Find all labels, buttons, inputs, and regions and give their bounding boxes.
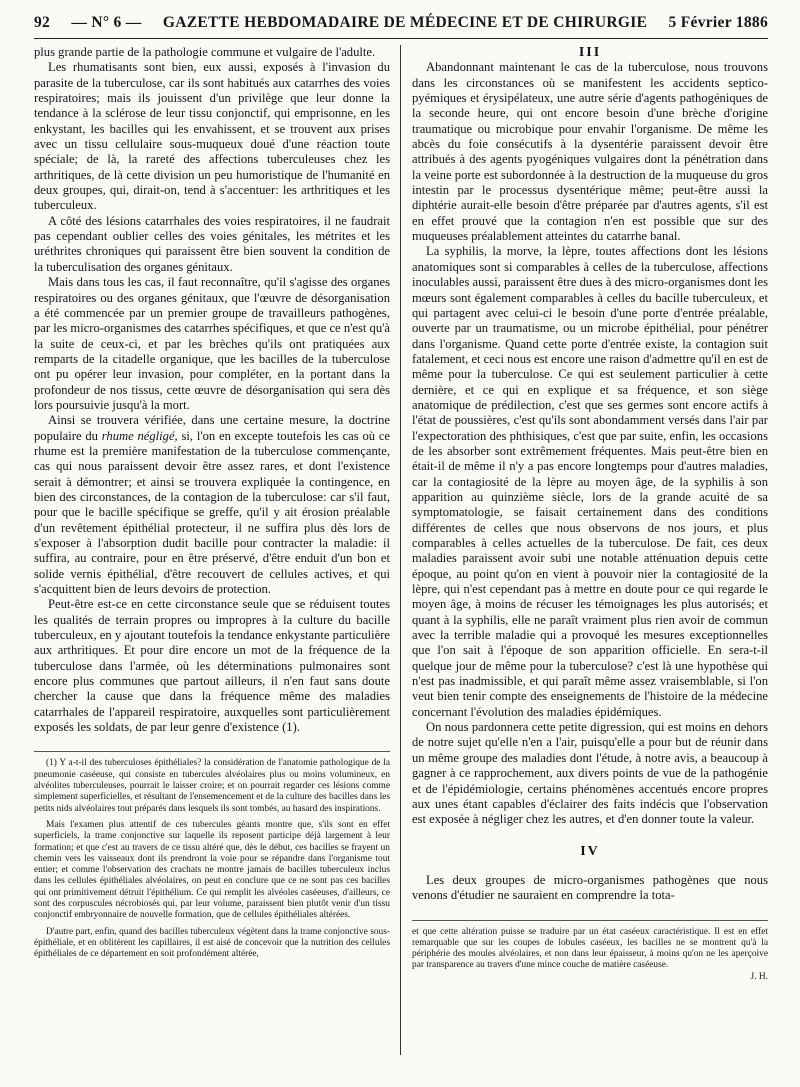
- footnote-paragraph: et que cette altération puisse se traduire par un état caséeux caractéristique. Il est en effet remarquable que sur les coupes de lobules caséeux, les bacilles ne se montrent qu'à la périphérie des moules alvéolaires, et non dans leur épaisseur, à moins qu'on ne les aperçoive par transparence au travers d'une mince couche de matière caséeuse.: [412, 926, 768, 971]
- footnote-rule: [412, 920, 768, 921]
- paragraph: Peut-être est-ce en cette circonstance seule que se réduisent toutes les qualités de terrain propres ou impropres à la culture du bacille tuberculeux, en y ajoutant toutefois la tendance enkystante particulière aux arthritiques. Et pour dire encore un mot de la fréquence de la tuberculose dans l'armée, où les déterminations pulmonaires sont encore plus communes que partout ailleurs, il n'en faut sans doute chercher la cause que dans la fréquence même des maladies catarrhales de l'appareil respiratoire, auxquelles sont particulièrement exposés les soldats, de par leur genre d'existence (1).: [34, 597, 390, 735]
- right-column: [412, 45, 768, 983]
- column-divider: [400, 45, 401, 1055]
- left-column: [34, 45, 390, 983]
- italic-phrase: rhume négligé,: [101, 428, 178, 443]
- journal-page: [34, 8, 768, 1078]
- text-run: Ainsi se trouvera vérifiée, dans une certaine mesure, la doctrine populaire du: [34, 413, 390, 443]
- issue-number: — N° 6 —: [71, 14, 142, 31]
- page-number: 92: [34, 14, 51, 31]
- footnote-paragraph: (1) Y a-t-il des tuberculoses épithéliales? la considération de l'anatomie pathologique de la pneumonie caséeuse, qui consiste en tubercules alvéolaires plus ou moins volumineux, en alvéolites tuberculeuses, pourrait le laisser croire; et on pourrait regarder ces lésions comme simplement superficielles, et résultant de l'ensemencement et de la culture des bacilles dans les petits nids alvéolaires tout préparés dans lesquels ils sont tombés, au hasard des inspirations.: [34, 758, 390, 814]
- footnote: [34, 758, 390, 960]
- paragraph: A côté des lésions catarrhales des voies respiratoires, il ne faudrait pas cependant oublier celles des voies génitales, les métrites et les uréthrites chroniques qui paraissent être bien souvent la condition de la tuberculisation des organes génitaux.: [34, 213, 390, 274]
- footnote-continuation: [412, 927, 768, 983]
- paragraph: Mais dans tous les cas, il faut reconnaître, qu'il s'agisse des organes respiratoires ou des organes génitaux, que l'œuvre de désorganisation a été commencée par un premier groupe de travailleurs pathogènes, par les micro-organismes des catarrhes spécifiques, et que ce n'est qu'à la suite de ceux-ci, et par les brèches qu'ils ont pratiquées aux remparts de la citadelle organique, que les bacilles de la tuberculose ont pu opérer leur invasion, pour compléter, en la portant dans la profondeur de nos tissus, cette œuvre de désorganisation qui sera dès lors poursuivie jusqu'à la mort.: [34, 275, 390, 412]
- text-run: si, l'on en excepte toutefois les cas où ce rhume est la première manifestation de la tuberculose commençante, cas qui nous paraissent devoir être assez rares, et dont l'existence serait à démontrer; et ainsi se trouvera expliquée la contingence, en bien des circonstances, de la contagion de la tuberculose: car s'il faut, pour que le bacille spécifique se greffe, qu'il y ait érosion préalable d'un revêtement épithélial protecteur, il ne suffira plus dès lors de s'exposer à l'absorption dudit bacille pour contracter la maladie: il suffira, au contraire, pour en être préservé, d'être enduit d'un bon et solide vernis épithélial, d'être recouvert de cellules actives, et qui s'acquittent bien de leurs devoirs de protection.: [34, 428, 391, 597]
- footnote-paragraph: D'autre part, enfin, quand des bacilles tuberculeux végètent dans la trame conjonctive sous-épithéliale, et en oblitèrent les capillaires, il est aisé de concevoir que la nutrition des cellules épithéliales de ce département en soit profondément altérée,: [34, 926, 390, 960]
- section-heading-iv: IV: [580, 843, 600, 859]
- paragraph: La syphilis, la morve, la lèpre, toutes affections dont les lésions anatomiques sont si comparables à celles de la tuberculose, affections inoculables aussi, paraissent être dues à des micro-organismes dont les mœurs sont également comparables à celles du bacille tuberculeux, et qui partagent avec celui-ci le besoin d'une porte d'entrée préalable, ouverte par un traumatisme, ou un microbe épithélial, pour pénétrer dans l'organisme. Quand cette porte d'entrée existe, la contagion suit fatalement, et ceci nous est encore une raison d'admettre qu'il en est de même pour la tuberculose. Ce qui est seulement particulier à cette dernière, et ce qui en explique et sa fréquence, et son siège anatomique de prédilection, c'est que ses germes sont encore actifs à l'état de poussières, c'est qu'ils sont abondamment versés dans l'air par l'expectoration des phthisiques, c'est que par suite, enfin, les occasions de les absorber sont extrêmement fréquentes. Mais peut-être bien en était-il de même il n'y a pas encore longtemps pour d'autres maladies, car la contagiosité de la lèpre au moyen âge, de la syphilis à son apparition au quinzième siècle, lors de la grande acuité de sa symptomatologie, se faisait certainement dans des conditions différentes de celles que nous observons de nos jours, et plus comparables à celles actuelles de la tuberculose. De fait, ces deux maladies paraissent avoir subi une notable atténuation depuis cette époque, au point qu'on en vient à pouvoir nier la contagiosité de la lèpre, qui n'est cependant pas à mettre en doute pour ce qui regarde le moyen âge, à moins de récuser les témoignages les plus autorisés; et quant à la syphilis, elle ne paraît vraiment plus rien avoir de commun avec la terrible maladie qui a provoqué les mesures exceptionnelles que l'on sait à l'époque de son apparition officielle. En sera-t-il quelque jour de même pour la tuberculose? c'est là une hypothèse qui n'est pas inadmissible, et qui paraît même assez vraisemblable, si l'on veut bien tenir compte des enseignements de l'histoire de la médecine concernant l'évolution des maladies épidémiques.: [412, 244, 768, 719]
- paragraph-rhume-neglige: [34, 413, 390, 597]
- paragraph: Les deux groupes de micro-organismes pathogènes que nous venons d'étudier ne sauraient en comprendre la tota-: [412, 872, 768, 903]
- two-column-body: [34, 45, 768, 983]
- paragraph: plus grande partie de la pathologie commune et vulgaire de l'adulte.: [34, 45, 376, 59]
- footnote-signature: J. H.: [750, 971, 768, 982]
- paragraph: On nous pardonnera cette petite digression, qui est moins en dehors de notre sujet qu'elle n'en a l'air, puisqu'elle a pour but de réunir dans un même groupe des maladies dont l'étude, à notre avis, a beaucoup à gagner à ce rapprochement, aux divers points de vue de la pathogénie et de l'épidémiologie, certains phénomènes accentués encore propres aux unes étant capables d'éclairer des faits indécis que l'observation est exposée à négliger chez les autres, et d'en donner toute la valeur.: [412, 720, 768, 827]
- paragraph: Les rhumatisants sont bien, eux aussi, exposés à l'invasion du parasite de la tuberculose, car ils sont habitués aux catarrhes des voies respiratoires; mais ils jouissent d'un privilège que leur donne la tendance à la sclérose de leur tissu conjonctif, qui emprisonne, en les enkystant, les bacilles qui les envahissent, et se trouvent aux prises avec un tissu cellulaire sous-muqueux doué d'une réaction toute spéciale; de là, la rareté des affections tuberculeuses chez les arthritiques, de là cette division un peu humoristique de l'humanité en deux groupes, qui, dirait-on, tend à s'accentuer: les arthritiques et les tuberculeux.: [34, 60, 390, 213]
- footnote-rule: [34, 751, 390, 752]
- issue-date: 5 Février 1886: [668, 14, 768, 31]
- journal-title: GAZETTE HEBDOMADAIRE DE MÉDECINE ET DE CHIRURGIE: [162, 14, 648, 31]
- footnote-paragraph: Mais l'examen plus attentif de ces tubercules géants montre que, s'ils sont en effet superficiels, la trame conjonctive sur laquelle ils reposent participe déjà largement à leur formation; et que c'est au travers de ce tissu altéré que, dès le début, ces bacilles se frayent un chemin vers les vaisseaux dont ils prendront la voie pour se répandre dans l'organisme tout entier; et comme l'observation des crachats ne montre jamais de bacilles tuberculeux inclus dans les cellules épithéliales alvéolaires, on peut en conclure que ce ne sont pas ces bacilles qui ont primitivement détruit l'épithélium. Ce qui remplit les alvéoles caséeuses, d'ailleurs, ce sont des corpuscules nécrobiosés qui, par leur volume, paraissent bien plutôt venir d'un tissu conjonctif embryonnaire de nouvelle formation, que de cellules épithéliales altérées.: [34, 819, 390, 921]
- running-header: [34, 8, 768, 39]
- section-heading-iii: III: [578, 45, 602, 60]
- paragraph: Abandonnant maintenant le cas de la tuberculose, nous trouvons dans les circonstances où se manifestent les accidents septico-pyémiques et érysipélateux, une autre série d'agents pathogéniques de la seconde heure, qui ont encore besoin d'une brèche d'origine traumatique ou microbique pour envahir l'organisme. De même les abcès du foie consécutifs à la dysentérie paraissent devoir être attribués à des agents pyogéniques vulgaires dont la pénétration dans la veine porte est subordonnée à la destruction de la muqueuse du gros intestin par le processus dysentérique même; peut-être aussi la diphtérie aurait-elle besoin d'être préparée par d'autres agents, s'il est en effet prouvé que la contagion n'en est possible que sur des muqueuses préalablement atteintes du catarrhe banal.: [412, 60, 768, 244]
